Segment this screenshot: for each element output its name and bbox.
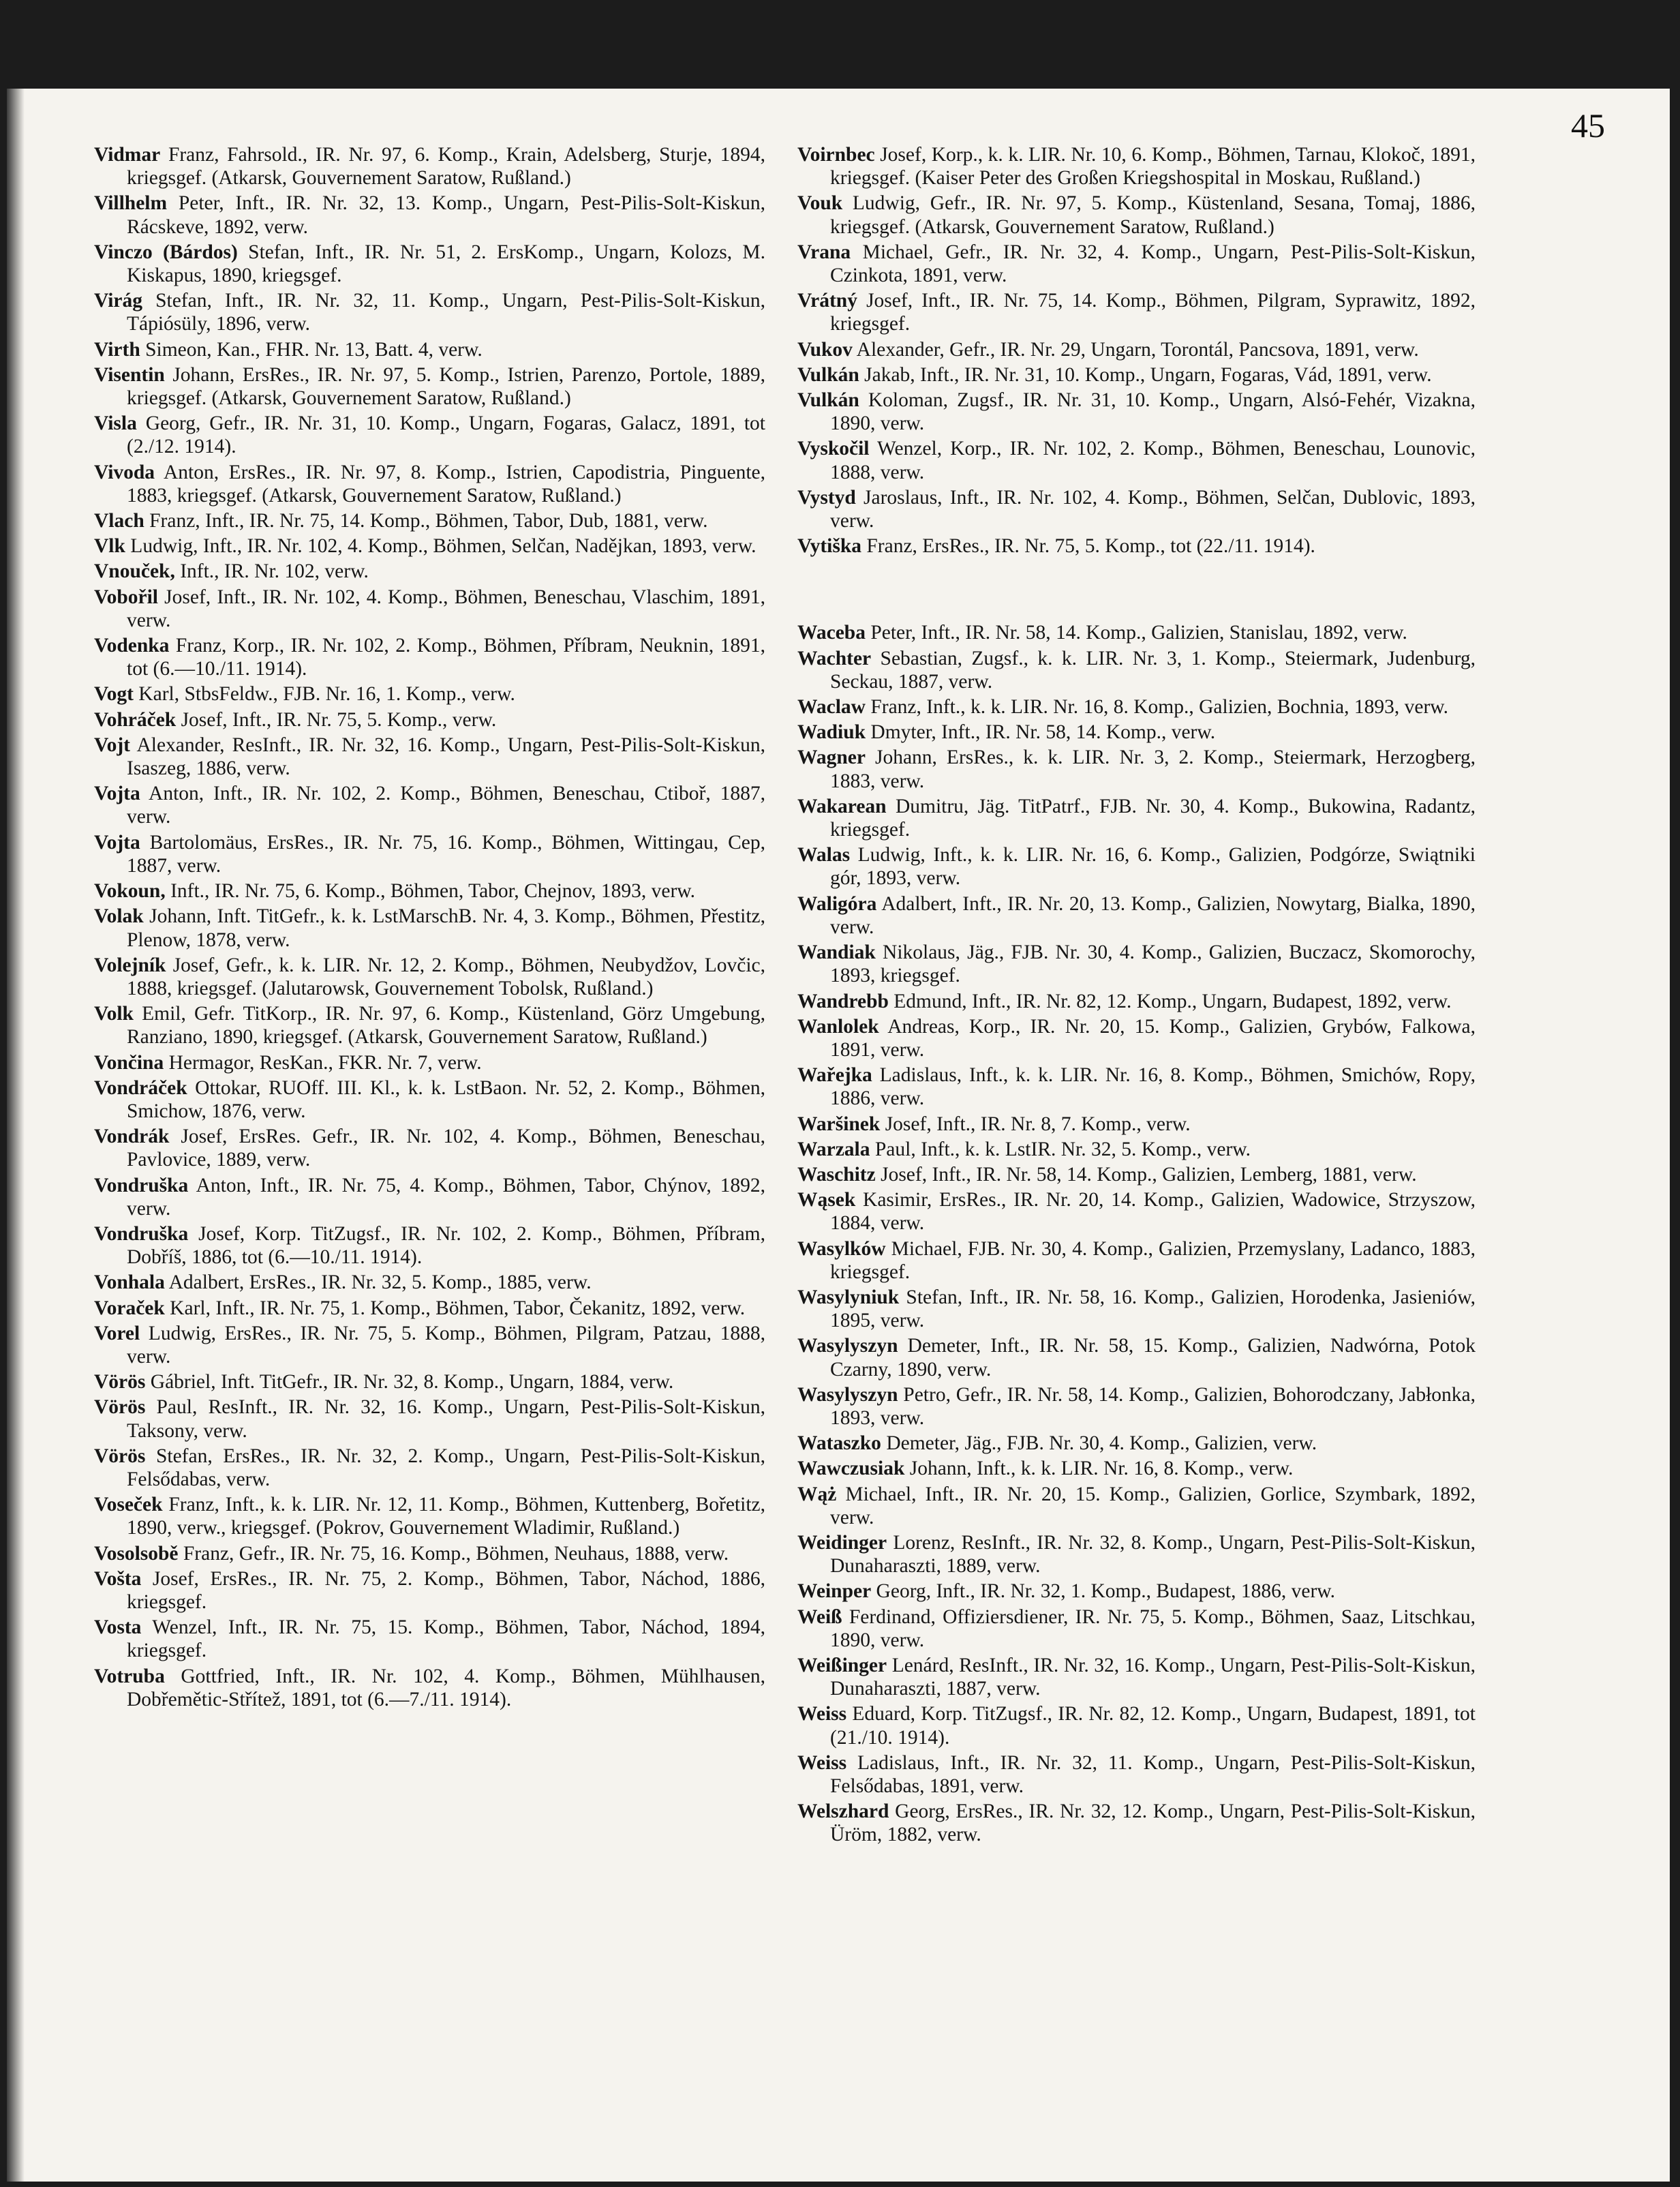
list-entry xyxy=(94,1222,765,1269)
entry-surname: Wachter xyxy=(797,647,872,669)
entry-surname: Wasylyszyn xyxy=(797,1383,898,1406)
list-entry xyxy=(94,143,765,190)
list-entry xyxy=(94,338,765,361)
entry-surname: Vrátný xyxy=(797,290,857,312)
entry-details: Franz, Inft., k. k. LIR. Nr. 12, 11. Komp., Böhmen, Kuttenberg, Bořetitz, 1890, verw., kriegsgef. (Pokrov, Gouvernement Wladimir, Rußland.) xyxy=(127,1494,765,1539)
document-page xyxy=(7,89,1670,2182)
entry-details: Ludwig, ErsRes., IR. Nr. 75, 5. Komp., Böhmen, Pilgram, Patzau, 1888, verw. xyxy=(127,1322,765,1368)
entry-surname: Vondruška xyxy=(94,1174,189,1196)
list-entry xyxy=(797,143,1476,190)
entry-surname: Weinper xyxy=(797,1580,872,1603)
entry-details: Alexander, Gefr., IR. Nr. 29, Ungarn, Torontál, Pancsova, 1891, verw. xyxy=(852,338,1419,361)
list-entry xyxy=(94,509,765,532)
entry-surname: Vrana xyxy=(797,241,851,263)
list-entry xyxy=(797,1483,1476,1529)
list-entry xyxy=(94,1445,765,1491)
entry-surname: Vulkán xyxy=(797,389,859,412)
list-entry xyxy=(797,1163,1476,1186)
entry-surname: Waligóra xyxy=(797,892,877,915)
list-entry xyxy=(94,954,765,1000)
entry-details: Ottokar, RUOff. III. Kl., k. k. LstBaon. Nr. 52, 2. Komp., Böhmen, Smichow, 1876, verw. xyxy=(127,1076,765,1122)
entry-details: Dumitru, Jäg. TitPatrf., FJB. Nr. 30, 4. Komp., Bukowina, Radantz, kriegsgef. xyxy=(830,795,1476,841)
entry-surname: Vörös xyxy=(94,1445,146,1467)
list-entry xyxy=(94,708,765,731)
entry-details: Bartolomäus, ErsRes., IR. Nr. 75, 16. Komp., Böhmen, Wittingau, Cep, 1887, verw. xyxy=(127,831,765,877)
entry-surname: Wąsek xyxy=(797,1189,856,1211)
list-entry xyxy=(797,1580,1476,1603)
entry-surname: Visentin xyxy=(94,363,165,386)
entry-details: Jaroslaus, Inft., IR. Nr. 102, 4. Komp., Böhmen, Selčan, Dublovic, 1893, verw. xyxy=(830,486,1476,532)
entry-details: Alexander, ResInft., IR. Nr. 32, 16. Komp., Ungarn, Pest-Pilis-Solt-Kiskun, Isaszeg, 1886, verw. xyxy=(127,734,765,780)
entry-details: Josef, Korp. TitZugsf., IR. Nr. 102, 2. Komp., Böhmen, Příbram, Dobříš, 1886, tot (6.—10./11. 1914). xyxy=(127,1222,765,1269)
list-entry xyxy=(797,1237,1476,1284)
list-entry xyxy=(797,1064,1476,1110)
list-entry xyxy=(94,1616,765,1662)
list-entry xyxy=(797,892,1476,939)
entry-details: Eduard, Korp. TitZugsf., IR. Nr. 82, 12. Komp., Ungarn, Budapest, 1891, tot (21./10. 1914). xyxy=(830,1703,1476,1749)
entry-surname: Vyskočil xyxy=(797,438,870,460)
entry-surname: Waršinek xyxy=(797,1113,881,1135)
list-entry xyxy=(94,1370,765,1393)
list-entry xyxy=(797,192,1476,238)
list-entry xyxy=(797,289,1476,335)
list-entry xyxy=(797,1334,1476,1381)
list-entry xyxy=(94,363,765,410)
entry-surname: Vivoda xyxy=(94,461,155,483)
entry-details: Josef, Inft., IR. Nr. 102, 4. Komp., Böhmen, Beneschau, Vlaschim, 1891, verw. xyxy=(127,586,765,631)
entry-details: Peter, Inft., IR. Nr. 32, 13. Komp., Ungarn, Pest-Pilis-Solt-Kiskun, Rácskeve, 1892, verw. xyxy=(127,192,765,238)
entry-details: Michael, Inft., IR. Nr. 20, 15. Komp., Galizien, Gorlice, Szymbark, 1892, verw. xyxy=(830,1483,1476,1528)
entry-details: Franz, ErsRes., IR. Nr. 75, 5. Komp., tot (22./11. 1914). xyxy=(861,535,1315,558)
list-entry xyxy=(94,1002,765,1049)
entry-surname: Villhelm xyxy=(94,192,168,215)
entry-surname: Weidinger xyxy=(797,1531,887,1554)
entry-details: Josef, Gefr., k. k. LIR. Nr. 12, 2. Komp., Böhmen, Neubydžov, Lovčic, 1888, kriegsgef. (Jalutarowsk, Gouvernement Tobolsk, Rußland.) xyxy=(127,954,765,999)
entry-surname: Vytiška xyxy=(797,535,862,558)
list-entry xyxy=(94,534,765,558)
list-entry xyxy=(797,1286,1476,1332)
entry-details: Ludwig, Gefr., IR. Nr. 97, 5. Komp., Küstenland, Sesana, Tomaj, 1886, kriegsgef. (Atkarsk, Gouvernement Saratow, Rußland.) xyxy=(830,192,1476,238)
entry-details: Petro, Gefr., IR. Nr. 58, 14. Komp., Galizien, Bohorodczany, Jabłonka, 1893, verw. xyxy=(830,1383,1476,1429)
entry-details: Demeter, Jäg., FJB. Nr. 30, 4. Komp., Galizien, verw. xyxy=(881,1432,1317,1455)
entry-details: Georg, Inft., IR. Nr. 32, 1. Komp., Budapest, 1886, verw. xyxy=(871,1580,1336,1603)
entry-surname: Vystyd xyxy=(797,486,856,509)
list-entry xyxy=(797,721,1476,744)
entry-details: Nikolaus, Jäg., FJB. Nr. 30, 4. Komp., Galizien, Buczacz, Skomorochy, 1893, kriegsgef. xyxy=(830,941,1476,987)
list-entry xyxy=(94,905,765,951)
entry-surname: Vojt xyxy=(94,734,130,756)
list-entry xyxy=(94,879,765,903)
entry-details: Demeter, Inft., IR. Nr. 58, 15. Komp., Galizien, Nadwórna, Potok Czarny, 1890, verw. xyxy=(830,1335,1476,1381)
entry-details: Peter, Inft., IR. Nr. 58, 14. Komp., Galizien, Stanislau, 1892, verw. xyxy=(865,622,1407,644)
entry-surname: Voseček xyxy=(94,1494,163,1516)
list-entry xyxy=(94,461,765,507)
entry-surname: Vokoun, xyxy=(94,880,166,903)
entry-surname: Vouk xyxy=(797,192,843,215)
entry-details: Paul, ResInft., IR. Nr. 32, 16. Komp., Ungarn, Pest-Pilis-Solt-Kiskun, Taksony, verw. xyxy=(127,1396,765,1442)
entry-surname: Votruba xyxy=(94,1665,165,1687)
entry-details: Lorenz, ResInft., IR. Nr. 32, 8. Komp., Ungarn, Pest-Pilis-Solt-Kiskun, Dunaharaszti, 1889, verw. xyxy=(830,1531,1476,1578)
entry-details: Sebastian, Zugsf., k. k. LIR. Nr. 3, 1. Komp., Steiermark, Judenburg, Seckau, 1887, verw. xyxy=(830,647,1476,693)
entry-details: Simeon, Kan., FHR. Nr. 13, Batt. 4, verw. xyxy=(140,338,483,361)
list-entry xyxy=(797,241,1476,287)
list-entry xyxy=(94,1665,765,1711)
list-entry xyxy=(94,734,765,780)
entry-details: Hermagor, ResKan., FKR. Nr. 7, verw. xyxy=(164,1051,482,1074)
entry-surname: Weiß xyxy=(797,1605,842,1628)
entry-details: Andreas, Korp., IR. Nr. 20, 15. Komp., Galizien, Grybów, Falkowa, 1891, verw. xyxy=(830,1015,1476,1061)
entry-details: Stefan, Inft., IR. Nr. 58, 16. Komp., Galizien, Horodenka, Jasieniów, 1895, verw. xyxy=(830,1286,1476,1332)
list-entry xyxy=(94,1493,765,1539)
entry-surname: Vondráček xyxy=(94,1076,187,1099)
list-entry xyxy=(797,746,1476,792)
entry-surname: Volak xyxy=(94,905,144,928)
list-entry xyxy=(797,486,1476,532)
list-entry xyxy=(797,1383,1476,1430)
list-entry xyxy=(797,389,1476,435)
list-entry xyxy=(94,1051,765,1074)
entry-surname: Vobořil xyxy=(94,586,158,608)
scan-edge-shadow xyxy=(7,89,25,2182)
entry-surname: Wandrebb xyxy=(797,990,889,1012)
list-entry xyxy=(94,1322,765,1368)
entry-details: Inft., IR. Nr. 75, 6. Komp., Böhmen, Tabor, Chejnov, 1893, verw. xyxy=(165,880,696,903)
entry-details: Edmund, Inft., IR. Nr. 82, 12. Komp., Ungarn, Budapest, 1892, verw. xyxy=(888,990,1452,1012)
list-entry xyxy=(797,843,1476,890)
entry-surname: Volk xyxy=(94,1003,134,1025)
list-entry xyxy=(94,1174,765,1220)
entry-surname: Wąż xyxy=(797,1483,837,1505)
entry-details: Josef, ErsRes., IR. Nr. 75, 2. Komp., Böhmen, Tabor, Náchod, 1886, kriegsgef. xyxy=(127,1567,765,1613)
entry-details: Johann, Inft., k. k. LIR. Nr. 16, 8. Komp., verw. xyxy=(904,1458,1294,1480)
entry-details: Michael, Gefr., IR. Nr. 32, 4. Komp., Ungarn, Pest-Pilis-Solt-Kiskun, Czinkota, 1891, verw. xyxy=(830,241,1476,287)
entry-details: Ludwig, Inft., IR. Nr. 102, 4. Komp., Böhmen, Selčan, Nadějkan, 1893, verw. xyxy=(125,535,757,558)
list-entry xyxy=(94,1125,765,1171)
list-entry xyxy=(797,534,1476,558)
entry-surname: Welszhard xyxy=(797,1800,889,1823)
list-entry xyxy=(797,1138,1476,1161)
entry-surname: Vodenka xyxy=(94,635,170,657)
page-number: 45 xyxy=(1571,106,1605,145)
entry-details: Gottfried, Inft., IR. Nr. 102, 4. Komp., Böhmen, Mühlhausen, Dobřemětic-Střítež, 1891, tot (6.—7./11. 1914). xyxy=(127,1665,765,1710)
entry-surname: Vosolsobě xyxy=(94,1542,179,1565)
list-entry xyxy=(797,437,1476,483)
entry-details: Anton, Inft., IR. Nr. 102, 2. Komp., Böhmen, Beneschau, Ctiboř, 1887, verw. xyxy=(127,783,765,828)
entry-surname: Vörös xyxy=(94,1396,146,1419)
list-entry xyxy=(797,795,1476,841)
entry-surname: Vojta xyxy=(94,831,140,854)
entry-details: Anton, ErsRes., IR. Nr. 97, 8. Komp., Istrien, Capodistria, Pinguente, 1883, kriegsgef. (Atkarsk, Gouvernement Saratow, Rußland.) xyxy=(127,461,765,507)
list-entry xyxy=(797,1457,1476,1480)
entry-details: Josef, Inft., IR. Nr. 58, 14. Komp., Galizien, Lemberg, 1881, verw. xyxy=(875,1163,1417,1186)
entry-details: Stefan, Inft., IR. Nr. 32, 11. Komp., Ungarn, Pest-Pilis-Solt-Kiskun, Tápiósüly, 1896, verw. xyxy=(127,290,765,335)
entry-details: Emil, Gefr. TitKorp., IR. Nr. 97, 6. Komp., Küstenland, Görz Umgebung, Ranziano, 1890, kriegsgef. (Atkarsk, Gouvernement Saratow, Rußland.) xyxy=(127,1003,765,1049)
entry-details: Wenzel, Inft., IR. Nr. 75, 15. Komp., Böhmen, Tabor, Náchod, 1894, kriegsgef. xyxy=(127,1616,765,1662)
entry-surname: Wadiuk xyxy=(797,721,866,744)
list-entry xyxy=(797,941,1476,987)
entry-surname: Vörös xyxy=(94,1371,146,1393)
list-entry xyxy=(94,1271,765,1294)
right-column xyxy=(797,143,1476,1849)
entry-surname: Wagner xyxy=(797,746,866,769)
entry-surname: Weiss xyxy=(797,1703,847,1725)
entry-details: Johann, ErsRes., k. k. LIR. Nr. 3, 2. Komp., Steiermark, Herzogberg, 1883, verw. xyxy=(830,746,1476,792)
entry-surname: Wasylków xyxy=(797,1237,886,1260)
entry-details: Ladislaus, Inft., k. k. LIR. Nr. 16, 8. Komp., Böhmen, Smichów, Ropy, 1886, verw. xyxy=(830,1064,1476,1110)
entry-surname: Wawczusiak xyxy=(797,1458,905,1480)
entry-details: Franz, Gefr., IR. Nr. 75, 16. Komp., Böhmen, Neuhaus, 1888, verw. xyxy=(178,1542,729,1565)
list-entry xyxy=(94,634,765,680)
entry-details: Johann, Inft. TitGefr., k. k. LstMarschB. Nr. 4, 3. Komp., Böhmen, Přestitz, Plenow, 1878, verw. xyxy=(127,905,765,951)
entry-surname: Wataszko xyxy=(797,1432,881,1455)
list-entry xyxy=(797,363,1476,387)
entry-surname: Vlk xyxy=(94,535,125,558)
entry-surname: Vorel xyxy=(94,1322,140,1344)
entry-surname: Vojta xyxy=(94,783,140,805)
list-entry xyxy=(94,1542,765,1565)
entry-details: Ladislaus, Inft., IR. Nr. 32, 11. Komp., Ungarn, Pest-Pilis-Solt-Kiskun, Felsődabas, 1891, verw. xyxy=(830,1751,1476,1797)
list-entry xyxy=(94,1567,765,1614)
entry-surname: Wanlolek xyxy=(797,1015,879,1038)
list-entry xyxy=(94,412,765,458)
list-entry xyxy=(797,621,1476,644)
entry-surname: Vlach xyxy=(94,510,144,532)
list-entry xyxy=(797,1702,1476,1749)
entry-surname: Vosta xyxy=(94,1616,142,1639)
right-column-v-section xyxy=(797,143,1476,558)
list-entry xyxy=(797,1188,1476,1235)
entry-surname: Wařejka xyxy=(797,1064,872,1087)
list-entry xyxy=(94,831,765,877)
entry-surname: Vinczo (Bárdos) xyxy=(94,241,238,263)
list-entry xyxy=(94,782,765,828)
entry-surname: Wasylyniuk xyxy=(797,1286,900,1308)
list-entry xyxy=(797,1432,1476,1455)
entry-details: Josef, Inft., IR. Nr. 75, 5. Komp., verw. xyxy=(176,708,497,731)
list-entry xyxy=(797,1751,1476,1798)
entry-surname: Volejník xyxy=(94,954,166,976)
entry-details: Koloman, Zugsf., IR. Nr. 31, 10. Komp., Ungarn, Alsó-Fehér, Vizakna, 1890, verw. xyxy=(830,389,1476,435)
entry-surname: Vošta xyxy=(94,1567,142,1590)
entry-details: Jakab, Inft., IR. Nr. 31, 10. Komp., Ungarn, Fogaras, Vád, 1891, verw. xyxy=(859,363,1432,386)
entry-details: Johann, ErsRes., IR. Nr. 97, 5. Komp., Istrien, Parenzo, Portole, 1889, kriegsgef. (Atkarsk, Gouvernement Saratow, Rußland.) xyxy=(127,363,765,410)
list-entry xyxy=(94,586,765,632)
entry-details: Stefan, Inft., IR. Nr. 51, 2. ErsKomp., Ungarn, Kolozs, M. Kiskapus, 1890, kriegsgef. xyxy=(127,241,765,287)
entry-surname: Voraček xyxy=(94,1297,165,1319)
entry-details: Gábriel, Inft. TitGefr., IR. Nr. 32, 8. Komp., Ungarn, 1884, verw. xyxy=(145,1371,674,1393)
entry-surname: Visla xyxy=(94,412,137,435)
entry-details: Inft., IR. Nr. 102, verw. xyxy=(174,560,369,583)
entry-details: Josef, Inft., IR. Nr. 8, 7. Komp., verw. xyxy=(880,1113,1191,1135)
list-entry xyxy=(94,1297,765,1320)
entry-surname: Walas xyxy=(797,844,851,866)
right-column-w-section xyxy=(797,621,1476,1846)
left-column xyxy=(94,143,765,1713)
list-entry xyxy=(94,1076,765,1123)
entry-surname: Vogt xyxy=(94,683,134,706)
entry-details: Karl, Inft., IR. Nr. 75, 1. Komp., Böhmen, Tabor, Čekanitz, 1892, verw. xyxy=(164,1297,746,1319)
entry-surname: Vondruška xyxy=(94,1222,189,1245)
entry-details: Dmyter, Inft., IR. Nr. 58, 14. Komp., verw. xyxy=(866,721,1216,744)
list-entry xyxy=(94,560,765,583)
entry-details: Stefan, ErsRes., IR. Nr. 32, 2. Komp., Ungarn, Pest-Pilis-Solt-Kiskun, Felsődabas, verw. xyxy=(127,1445,765,1490)
entry-details: Georg, Gefr., IR. Nr. 31, 10. Komp., Ungarn, Fogaras, Galacz, 1891, tot (2./12. 1914). xyxy=(127,412,765,458)
list-entry xyxy=(797,1015,1476,1061)
list-entry xyxy=(797,1654,1476,1700)
list-entry xyxy=(94,241,765,287)
entry-details: Ludwig, Inft., k. k. LIR. Nr. 16, 6. Komp., Galizien, Podgórze, Swiątniki gór, 1893, verw. xyxy=(830,844,1476,890)
entry-surname: Wandiak xyxy=(797,941,876,964)
entry-details: Franz, Inft., IR. Nr. 75, 14. Komp., Böhmen, Tabor, Dub, 1881, verw. xyxy=(144,510,708,532)
list-entry xyxy=(797,1113,1476,1136)
entry-surname: Vohráček xyxy=(94,708,177,731)
entry-surname: Wasylyszyn xyxy=(797,1335,898,1357)
list-entry xyxy=(797,338,1476,361)
entry-details: Anton, Inft., IR. Nr. 75, 4. Komp., Böhmen, Tabor, Chýnov, 1892, verw. xyxy=(127,1174,765,1220)
entry-surname: Waceba xyxy=(797,622,866,644)
entry-surname: Vončina xyxy=(94,1051,164,1074)
list-entry xyxy=(94,192,765,238)
entry-details: Wenzel, Korp., IR. Nr. 102, 2. Komp., Böhmen, Beneschau, Lounovic, 1888, verw. xyxy=(830,438,1476,483)
entry-surname: Vukov xyxy=(797,338,853,361)
list-entry xyxy=(797,1531,1476,1578)
entry-details: Paul, Inft., k. k. LstIR. Nr. 32, 5. Komp., verw. xyxy=(870,1138,1251,1160)
list-entry xyxy=(797,1800,1476,1846)
entry-surname: Vonhala xyxy=(94,1271,165,1294)
entry-details: Ferdinand, Offiziersdiener, IR. Nr. 75, 5. Komp., Böhmen, Saaz, Litschkau, 1890, verw. xyxy=(830,1605,1476,1651)
entry-details: Adalbert, Inft., IR. Nr. 20, 13. Komp., Galizien, Nowytarg, Bialka, 1890, verw. xyxy=(830,892,1476,938)
entry-surname: Virág xyxy=(94,290,142,312)
entry-surname: Waclaw xyxy=(797,696,866,719)
entry-details: Michael, FJB. Nr. 30, 4. Komp., Galizien, Przemyslany, Ladanco, 1883, kriegsgef. xyxy=(830,1237,1476,1283)
entry-surname: Weiss xyxy=(797,1751,847,1774)
entry-details: Franz, Korp., IR. Nr. 102, 2. Komp., Böhmen, Příbram, Neuknin, 1891, tot (6.—10./11. 1914). xyxy=(127,635,765,680)
entry-surname: Virth xyxy=(94,338,140,361)
entry-details: Franz, Fahrsold., IR. Nr. 97, 6. Komp., Krain, Adelsberg, Sturje, 1894, kriegsgef. (Atkarsk, Gouvernement Saratow, Rußland.) xyxy=(127,144,765,190)
entry-details: Lenárd, ResInft., IR. Nr. 32, 16. Komp., Ungarn, Pest-Pilis-Solt-Kiskun, Dunaharaszti, 1887, verw. xyxy=(830,1654,1476,1700)
entry-details: Georg, ErsRes., IR. Nr. 32, 12. Komp., Ungarn, Pest-Pilis-Solt-Kiskun, Üröm, 1882, verw. xyxy=(830,1800,1476,1846)
entry-details: Franz, Inft., k. k. LIR. Nr. 16, 8. Komp., Galizien, Bochnia, 1893, verw. xyxy=(865,696,1449,719)
list-entry xyxy=(797,695,1476,719)
list-entry xyxy=(94,289,765,335)
entry-details: Karl, StbsFeldw., FJB. Nr. 16, 1. Komp., verw. xyxy=(133,683,515,706)
entry-details: Adalbert, ErsRes., IR. Nr. 32, 5. Komp., 1885, verw. xyxy=(164,1271,592,1294)
entry-surname: Warzala xyxy=(797,1138,870,1160)
list-entry xyxy=(797,990,1476,1013)
list-entry xyxy=(94,1396,765,1442)
entry-surname: Waschitz xyxy=(797,1163,876,1186)
entry-details: Josef, ErsRes. Gefr., IR. Nr. 102, 4. Komp., Böhmen, Beneschau, Pavlovice, 1889, verw. xyxy=(127,1126,765,1171)
entry-surname: Vidmar xyxy=(94,144,161,166)
section-gap xyxy=(797,560,1476,621)
entry-surname: Wakarean xyxy=(797,795,887,817)
list-entry xyxy=(797,647,1476,693)
list-entry xyxy=(797,1605,1476,1652)
entry-details: Kasimir, ErsRes., IR. Nr. 20, 14. Komp., Galizien, Wadowice, Strzyszow, 1884, verw. xyxy=(830,1189,1476,1235)
entry-surname: Vondrák xyxy=(94,1126,170,1148)
entry-details: Josef, Korp., k. k. LIR. Nr. 10, 6. Komp., Böhmen, Tarnau, Klokoč, 1891, kriegsgef. (Kaiser Peter des Großen Kriegshospital in Moskau, Rußland.) xyxy=(830,144,1476,190)
entry-surname: Vulkán xyxy=(797,363,859,386)
entry-surname: Vnouček, xyxy=(94,560,175,583)
entry-details: Josef, Inft., IR. Nr. 75, 14. Komp., Böhmen, Pilgram, Syprawitz, 1892, kriegsgef. xyxy=(830,290,1476,335)
entry-surname: Voirnbec xyxy=(797,144,875,166)
entry-surname: Weißinger xyxy=(797,1654,887,1676)
list-entry xyxy=(94,682,765,706)
